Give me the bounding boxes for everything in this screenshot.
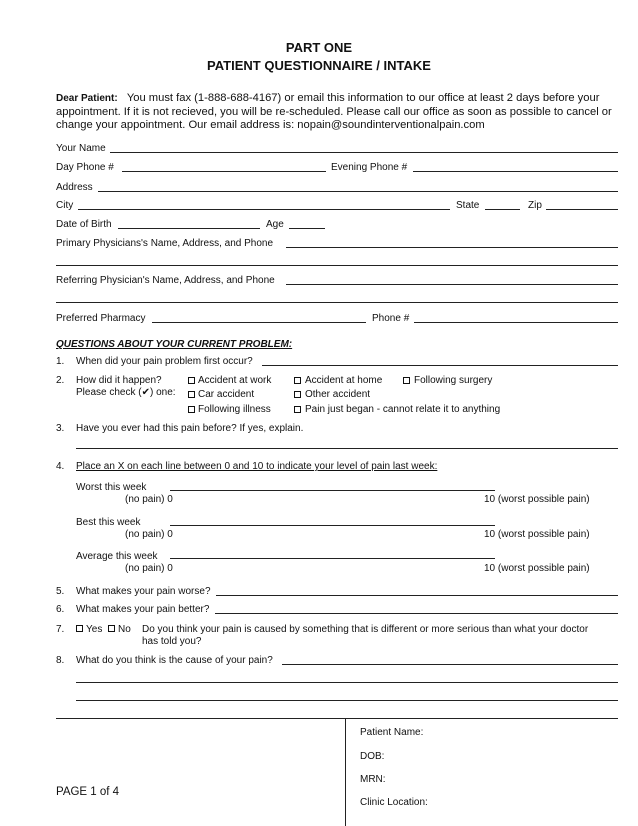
checkbox-accident-at-home[interactable]	[294, 377, 301, 384]
scale-best-label: Best this week	[76, 517, 141, 528]
intro-text: You must fax (1-888-688-4167) or email this information to our office at least 2 days before your appointment. If it is not recieved, you will be re-scheduled. Please call our office as soon as possible to cancel or change your appointment. Our email address is: nopain@soundinterventionalpain.com	[56, 92, 612, 131]
q2-number: 2.	[56, 375, 65, 386]
option-following-surgery: Following surgery	[414, 375, 493, 386]
checkbox-following-surgery[interactable]	[403, 377, 410, 384]
city-field[interactable]	[78, 209, 450, 210]
q3-answer-field[interactable]	[76, 448, 618, 449]
day-phone-label: Day Phone #	[56, 162, 114, 173]
q2-text: How did it happen?	[76, 375, 162, 386]
section-title: QUESTIONS ABOUT YOUR CURRENT PROBLEM:	[56, 339, 293, 350]
q7-number: 7.	[56, 624, 65, 635]
q8-answer-line2[interactable]	[76, 682, 618, 683]
pharmacy-label: Preferred Pharmacy	[56, 313, 146, 324]
checkbox-car-accident[interactable]	[188, 391, 195, 398]
scale-average-label: Average this week	[76, 551, 158, 562]
your-name-label: Your Name	[56, 143, 106, 154]
age-field[interactable]	[289, 228, 325, 229]
q5-number: 5.	[56, 586, 65, 597]
scale-worst-label: Worst this week	[76, 482, 147, 493]
checkbox-accident-at-work[interactable]	[188, 377, 195, 384]
clinic-location-label: Clinic Location:	[360, 797, 428, 808]
age-label: Age	[266, 219, 284, 230]
q8-number: 8.	[56, 655, 65, 666]
checkbox-other-accident[interactable]	[294, 391, 301, 398]
mrn-label: MRN:	[360, 774, 386, 785]
footer-dob-label: DOB:	[360, 751, 385, 762]
state-field[interactable]	[485, 209, 520, 210]
your-name-field[interactable]	[110, 152, 618, 153]
checkbox-pain-just-began[interactable]	[294, 406, 301, 413]
footer-divider	[56, 718, 618, 719]
q5-answer-field[interactable]	[216, 595, 618, 596]
scale-average-line[interactable]	[170, 558, 495, 559]
q2-instruction: Please check (✔) one:	[76, 387, 176, 398]
q5-text: What makes your pain worse?	[76, 586, 211, 597]
checkbox-q7-yes[interactable]	[76, 625, 83, 632]
referring-physician-label: Referring Physician's Name, Address, and Phone	[56, 275, 275, 286]
q8-text: What do you think is the cause of your pain?	[76, 655, 273, 666]
scale-best-high: 10 (worst possible pain)	[484, 529, 590, 540]
q8-answer-line3[interactable]	[76, 700, 618, 701]
zip-label: Zip	[528, 200, 542, 211]
q7-no-label: No	[118, 624, 131, 635]
q1-answer-field[interactable]	[262, 365, 618, 366]
scale-best-low: (no pain) 0	[125, 529, 173, 540]
option-car-accident: Car accident	[198, 389, 255, 400]
page-number: PAGE 1 of 4	[56, 786, 120, 798]
dob-field[interactable]	[118, 228, 260, 229]
page-title: PATIENT QUESTIONNAIRE / INTAKE	[207, 58, 431, 73]
checkbox-q7-no[interactable]	[108, 625, 115, 632]
q4-number: 4.	[56, 461, 65, 472]
q7-yes-label: Yes	[86, 624, 103, 635]
primary-physician-field[interactable]	[286, 247, 618, 248]
option-pain-just-began: Pain just began - cannot relate it to anything	[305, 404, 501, 415]
q6-text: What makes your pain better?	[76, 604, 210, 615]
dob-label: Date of Birth	[56, 219, 112, 230]
evening-phone-label: Evening Phone #	[331, 162, 408, 173]
scale-worst-line[interactable]	[170, 490, 495, 491]
q1-text: When did your pain problem first occur?	[76, 356, 253, 367]
q8-answer-field[interactable]	[282, 664, 618, 665]
referring-physician-field-line2[interactable]	[56, 302, 618, 303]
part-heading: PART ONE	[285, 40, 353, 55]
scale-worst-low: (no pain) 0	[125, 494, 173, 505]
patient-name-label: Patient Name:	[360, 727, 424, 738]
scale-average-high: 10 (worst possible pain)	[484, 563, 590, 574]
q4-text: Place an X on each line between 0 and 10 to indicate your level of pain last week:	[76, 461, 438, 472]
primary-physician-label: Primary Physicians's Name, Address, and Phone	[56, 238, 274, 249]
q6-number: 6.	[56, 604, 65, 615]
primary-physician-field-line2[interactable]	[56, 265, 618, 266]
zip-field[interactable]	[546, 209, 618, 210]
option-accident-at-work: Accident at work	[198, 375, 272, 386]
option-following-illness: Following illness	[198, 404, 271, 415]
q7-text: Do you think your pain is caused by something that is different or more serious than what your doctor	[142, 624, 589, 635]
option-other-accident: Other accident	[305, 389, 371, 400]
scale-best-line[interactable]	[170, 525, 495, 526]
q6-answer-field[interactable]	[215, 613, 618, 614]
intro-paragraph	[56, 92, 626, 133]
address-label: Address	[56, 182, 93, 193]
address-field[interactable]	[98, 191, 618, 192]
option-accident-at-home: Accident at home	[305, 375, 383, 386]
q1-number: 1.	[56, 356, 65, 367]
checkbox-following-illness[interactable]	[188, 406, 195, 413]
day-phone-field[interactable]	[122, 171, 326, 172]
salutation: Dear Patient:	[56, 93, 118, 104]
q3-number: 3.	[56, 423, 65, 434]
city-label: City	[56, 200, 74, 211]
pharmacy-phone-label: Phone #	[372, 313, 410, 324]
state-label: State	[456, 200, 480, 211]
q3-text: Have you ever had this pain before? If yes, explain.	[76, 423, 304, 434]
evening-phone-field[interactable]	[413, 171, 618, 172]
footer-vertical-divider	[345, 719, 346, 826]
q7-text-continued: has told you?	[142, 636, 202, 647]
referring-physician-field[interactable]	[286, 284, 618, 285]
pharmacy-phone-field[interactable]	[414, 322, 618, 323]
pharmacy-field[interactable]	[152, 322, 366, 323]
scale-worst-high: 10 (worst possible pain)	[484, 494, 590, 505]
scale-average-low: (no pain) 0	[125, 563, 173, 574]
